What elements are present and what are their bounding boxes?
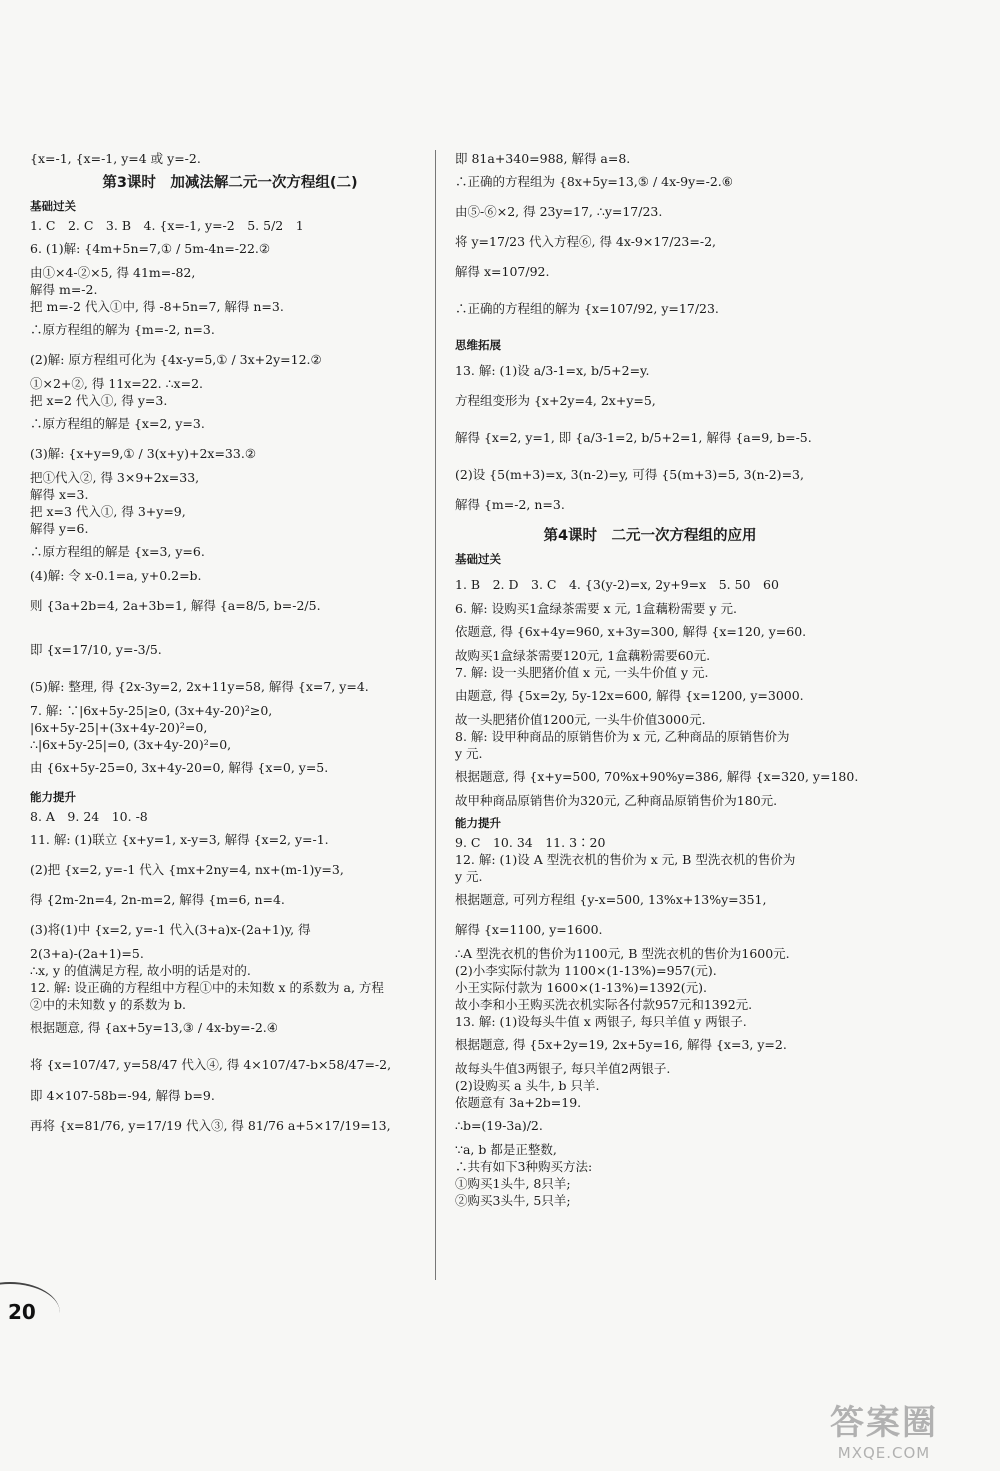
answer-line: 由 {6x+5y-25=0, 3x+4y-20=0, 解得 {x=0, y=5. [30,760,329,775]
answer-line: (2)把 {x=2, y=-1 代入 {mx+2ny=4, nx+(m-1)y=3, [30,862,344,877]
answer-line: 根据题意, 得 {x+y=500, 70%x+90%y=386, 解得 {x=320, y=180. [455,769,859,784]
nengli-label-right: 能力提升 [455,816,501,830]
answer-line: 故一头肥猪价值1200元, 一头牛价值3000元. [455,712,706,727]
answer-line: ∴原方程组的解是 {x=2, y=3. [30,416,205,431]
answer-line: 故小李和小王购买洗衣机实际各付款957元和1392元. [455,997,753,1012]
left-column [30,150,430,1148]
answer-line: 1. C 2. C 3. B 4. {x=-1, y=-2 5. 5/2 1 [30,218,304,233]
answer-line: 由⑤-⑥×2, 得 23y=17, ∴y=17/23. [455,204,663,219]
answer-line: 把 x=2 代入①, 得 y=3. [30,393,168,408]
top-line: {x=-1, {x=-1, y=4 或 y=-2. [30,151,201,166]
answer-line: (2)解: 原方程组可化为 {4x-y=5,① / 3x+2y=12.② [30,352,322,367]
answer-line: 12. 解: (1)设 A 型洗衣机的售价为 x 元, B 型洗衣机的售价为 [455,852,796,867]
answer-line: ∴共有如下3种购买方法: [455,1159,593,1174]
answer-line: 依题意有 3a+2b=19. [455,1095,582,1110]
answer-line: 把①代入②, 得 3×9+2x=33, [30,470,200,485]
answer-line: 解得 m=-2. [30,282,98,297]
right-column [455,150,859,1209]
answer-line: 由①×4-②×5, 得 41m=-82, [30,265,196,280]
answer-line: 即 {x=17/10, y=-3/5. [30,642,162,657]
answer-line: ∴A 型洗衣机的售价为1100元, B 型洗衣机的售价为1600元. [455,946,790,961]
answer-line: 方程组变形为 {x+2y=4, 2x+y=5, [455,393,656,408]
answer-line: 8. 解: 设甲种商品的原销售价为 x 元, 乙种商品的原销售价为 [455,729,790,744]
answer-line: 故每头牛值3两银子, 每只羊值2两银子. [455,1061,671,1076]
answer-line: 根据题意, 得 {5x+2y=19, 2x+5y=16, 解得 {x=3, y=2. [455,1037,787,1052]
answer-line: ②购买3头牛, 5只羊; [455,1193,571,1208]
answer-line: 把 x=3 代入①, 得 3+y=9, [30,504,186,519]
answer-line: y 元. [455,869,483,884]
column-divider [435,150,436,1280]
answer-line: 解得 {x=1100, y=1600. [455,922,603,937]
answer-line: 6. (1)解: {4m+5n=7,① / 5m-4n=-22.② [30,241,271,256]
answer-line: 解得 {x=2, y=1, 即 {a/3-1=2, b/5+2=1, 解得 {a=9, b=-5. [455,430,812,445]
answer-line: ①购买1头牛, 8只羊; [455,1176,571,1191]
answer-line: 13. 解: (1)设每头牛值 x 两银子, 每只羊值 y 两银子. [455,1014,747,1029]
answer-line: ∴x, y 的值满足方程, 故小明的话是对的. [30,963,251,978]
jichu-label-left: 基础过关 [30,199,76,213]
answer-line: (2)设购买 a 头牛, b 只羊. [455,1078,600,1093]
answer-line: 6. 解: 设购买1盒绿茶需要 x 元, 1盒藕粉需要 y 元. [455,601,737,616]
answer-line: 将 {x=107/47, y=58/47 代入④, 得 4×107/47-b×58/47=-2, [30,1057,392,1072]
answer-line: (3)解: {x+y=9,① / 3(x+y)+2x=33.② [30,446,257,461]
answer-line: 9. C 10. 34 11. 3∶20 [455,835,606,850]
answer-line: ∴正确的方程组的解为 {x=107/92, y=17/23. [455,301,719,316]
answer-line: 则 {3a+2b=4, 2a+3b=1, 解得 {a=8/5, b=-2/5. [30,598,321,613]
answer-line: 故甲种商品原销售价为320元, 乙种商品原销售价为180元. [455,793,778,808]
answer-line: ①×2+②, 得 11x=22. ∴x=2. [30,376,204,391]
answer-line: 得 {2m-2n=4, 2n-m=2, 解得 {m=6, n=4. [30,892,285,907]
answer-line: |6x+5y-25|+(3x+4y-20)²=0, [30,720,208,735]
answer-line: 1. B 2. D 3. C 4. {3(y-2)=x, 2y+9=x 5. 50 60 [455,577,779,592]
page-number: 20 [8,1300,36,1324]
answer-line: 故购买1盒绿茶需要120元, 1盒藕粉需要60元. [455,648,711,663]
answer-line: 13. 解: (1)设 a/3-1=x, b/5+2=y. [455,363,650,378]
nengli-label-left: 能力提升 [30,790,76,804]
answer-line: 2(3+a)-(2a+1)=5. [30,946,144,961]
watermark-url: MXQE.COM [837,1444,931,1462]
answer-line: 12. 解: 设正确的方程组中方程①中的未知数 x 的系数为 a, 方程 [30,980,384,995]
answer-line: 由题意, 得 {5x=2y, 5y-12x=600, 解得 {x=1200, y=3000. [455,688,804,703]
answer-line: 即 81a+340=988, 解得 a=8. [455,151,631,166]
answer-line: ∴原方程组的解为 {m=-2, n=3. [30,322,215,337]
answer-line: ∴|6x+5y-25|=0, (3x+4y-20)²=0, [30,737,232,752]
answer-line: 7. 解: 设一头肥猪价值 x 元, 一头牛价值 y 元. [455,665,709,680]
answer-line: (5)解: 整理, 得 {2x-3y=2, 2x+11y=58, 解得 {x=7, y=4. [30,679,369,694]
answer-line: ∴b=(19-3a)/2. [455,1118,543,1133]
answer-line: 解得 x=3. [30,487,89,502]
answer-line: 解得 x=107/92. [455,264,550,279]
answer-line: y 元. [455,746,483,761]
answer-line: ②中的未知数 y 的系数为 b. [30,997,186,1012]
answer-line: 根据题意, 得 {ax+5y=13,③ / 4x-by=-2.④ [30,1020,278,1035]
answer-line: 11. 解: (1)联立 {x+y=1, x-y=3, 解得 {x=2, y=-1. [30,832,329,847]
answer-line: 依题意, 得 {6x+4y=960, x+3y=300, 解得 {x=120, y=60. [455,624,807,639]
answer-line: 小王实际付款为 1600×(1-13%)=1392(元). [455,980,707,995]
answer-line: 根据题意, 可列方程组 {y-x=500, 13%x+13%y=351, [455,892,767,907]
answer-line: 即 4×107-58b=-94, 解得 b=9. [30,1088,215,1103]
answer-line: 7. 解: ∵|6x+5y-25|≥0, (3x+4y-20)²≥0, [30,703,273,718]
answer-line: (3)将(1)中 {x=2, y=-1 代入(3+a)x-(2a+1)y, 得 [30,922,311,937]
answer-line: ∵a, b 都是正整数, [455,1142,557,1157]
watermark-title: 答案圈 [830,1403,938,1443]
section-3-title: 第3课时 加减法解二元一次方程组(二) [102,175,358,191]
answer-line: ∴正确的方程组为 {8x+5y=13,⑤ / 4x-9y=-2.⑥ [455,174,733,189]
answer-line: 解得 {m=-2, n=3. [455,497,565,512]
answer-line: (4)解: 令 x-0.1=a, y+0.2=b. [30,568,202,583]
answer-line: 把 m=-2 代入①中, 得 -8+5n=7, 解得 n=3. [30,299,284,314]
section-4-title: 第4课时 二元一次方程组的应用 [543,528,757,544]
answer-line: 再将 {x=81/76, y=17/19 代入③, 得 81/76 a+5×17/19=13, [30,1118,391,1133]
watermark-logo [830,1395,938,1462]
answer-line: ∴原方程组的解是 {x=3, y=6. [30,544,205,559]
answer-line: (2)小李实际付款为 1100×(1-13%)=957(元). [455,963,717,978]
jichu-label-right: 基础过关 [455,552,501,566]
answer-line: 解得 y=6. [30,521,89,536]
siwei-label: 思维拓展 [455,338,501,352]
answer-line: 8. A 9. 24 10. -8 [30,809,148,824]
answer-line: (2)设 {5(m+3)=x, 3(n-2)=y, 可得 {5(m+3)=5, 3(n-2)=3, [455,467,804,482]
answer-line: 将 y=17/23 代入方程⑥, 得 4x-9×17/23=-2, [455,234,717,249]
